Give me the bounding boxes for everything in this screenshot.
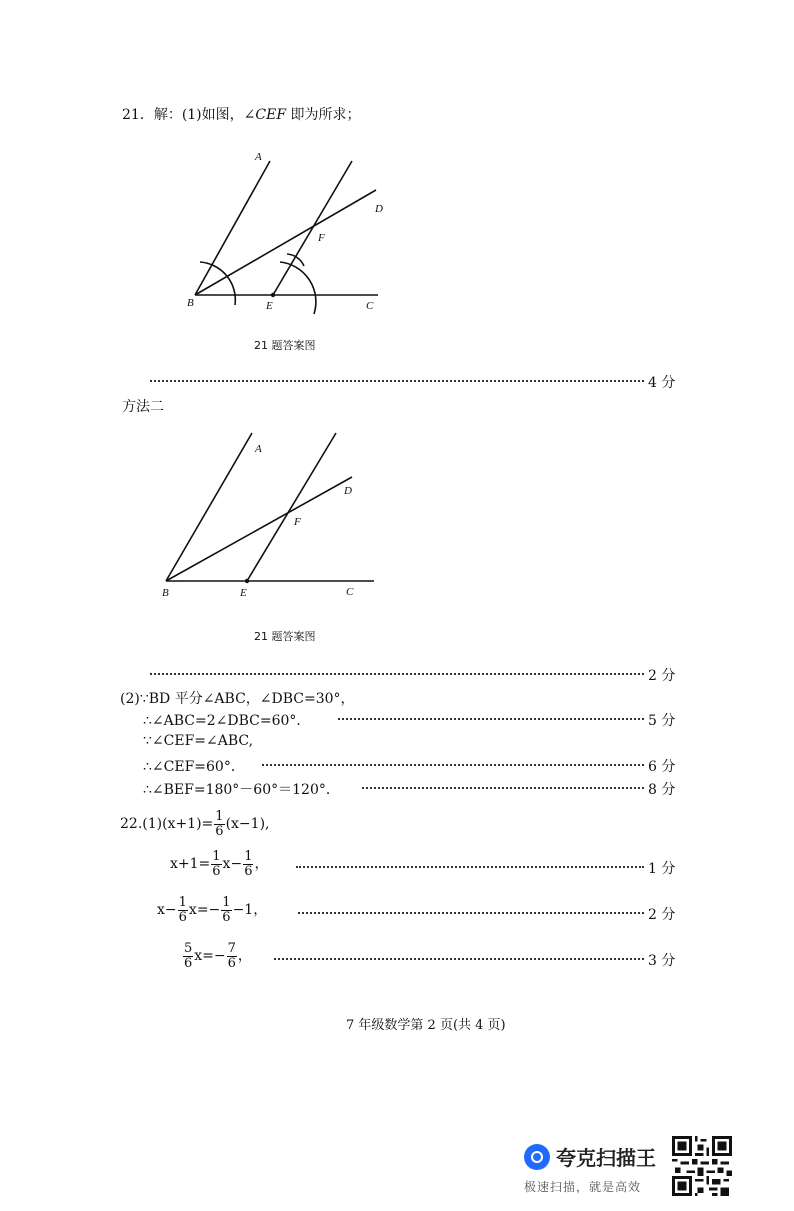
score-8: 8 分 [648,782,676,798]
point-E-2 [245,579,249,583]
fraction [243,850,253,878]
part2-line-5: ∴∠BEF=180°－60°＝120°． [143,782,340,798]
part2-line-3: ∵∠CEF=∠ABC, [143,733,254,749]
ray-EF [273,161,352,295]
fraction [214,810,224,838]
denominator: 6 [215,823,224,839]
label-E: E [266,300,273,312]
label-E-2: E [240,587,247,599]
q22-l1-pre: x+1= [170,856,211,873]
q22-line-1 [170,850,268,878]
scanner-watermark [518,1132,732,1198]
label-C: C [366,300,374,312]
q22-line-0 [120,810,270,838]
figure-1-caption: 21 题答案图 [254,339,316,352]
denominator: 6 [227,955,236,971]
label-F-2: F [294,516,301,528]
label-B: B [187,297,194,309]
method-two-heading: 方法二 [122,399,164,415]
q22-l0-pre: 22.(1)(x+1)= [120,816,214,833]
score-4: 4 分 [648,375,676,391]
dot-leader [338,718,644,720]
numerator: 1 [178,895,187,910]
denominator: 6 [184,955,193,971]
q22-l3-mid: x=− [194,948,226,965]
brand-slogan: 极速扫描，就是高效 [524,1180,642,1194]
score-1: 1 分 [648,861,676,877]
score-2b: 2 分 [648,907,676,923]
numerator: 5 [184,941,193,956]
label-A-2: A [255,443,262,455]
ray-BA-2 [166,433,252,581]
label-A: A [255,151,262,163]
dot-leader [274,958,644,960]
dot-leader [296,866,644,868]
score-2: 2 分 [648,668,676,684]
ray-BD-2 [166,477,352,581]
fraction [178,896,188,924]
dot-leader [262,764,644,766]
dot-leader [298,912,644,914]
denominator: 6 [244,863,253,879]
score-3: 3 分 [648,953,676,969]
ray-EF-2 [247,433,336,581]
arc-at-E [280,262,316,314]
ray-BD [195,190,376,295]
q22-l1-mid: x− [222,856,243,873]
denominator: 6 [178,909,187,925]
q22-l2-post: −1， [232,902,268,919]
q22-l1-post: ， [254,856,269,873]
page-footer: 7 年级数学第 2 页(共 4 页) [346,1018,506,1033]
arc-at-B [200,262,235,305]
figure-2-caption: 21 题答案图 [254,630,316,643]
score-5: 5 分 [648,713,676,729]
q21-header-tail: 即为所求； [286,107,361,123]
label-D: D [375,203,383,215]
fraction [221,896,231,924]
dot-leader [150,380,644,382]
ray-BA [195,161,270,295]
numerator: 7 [227,941,236,956]
numerator: 1 [212,849,221,864]
brand-name: 夸克扫描王 [556,1146,656,1170]
q22-line-3 [182,942,252,970]
label-D-2: D [344,485,352,497]
dot-leader [150,673,644,675]
denominator: 6 [212,863,221,879]
numerator: 1 [244,849,253,864]
label-F: F [318,232,325,244]
part2-line-4: ∴∠CEF=60°． [143,759,245,775]
q22-l2-pre: x− [157,902,177,919]
q22-line-2 [157,896,267,924]
label-B-2: B [162,587,169,599]
part2-line-1: (2)∵BD 平分∠ABC，∠DBC=30°， [120,691,355,707]
score-6: 6 分 [648,759,676,775]
q21-header-var: CEF [255,107,287,123]
point-E [271,293,275,297]
numerator: 1 [215,809,224,824]
q22-l2-mid: x=− [188,902,221,919]
fraction [183,942,193,970]
q21-header-text: 21．解：(1)如图，∠ [122,107,256,123]
numerator: 1 [222,895,231,910]
brand-logo-icon [524,1144,550,1170]
label-C-2: C [346,586,354,598]
qr-code-icon [672,1136,732,1196]
part2-line-2: ∴∠ABC=2∠DBC=60°． [143,713,311,729]
dot-leader [362,787,644,789]
fraction [211,850,221,878]
q22-l0-post: (x−1), [225,816,270,833]
fraction [227,942,237,970]
q22-l3-post: ， [237,948,252,965]
denominator: 6 [222,909,231,925]
